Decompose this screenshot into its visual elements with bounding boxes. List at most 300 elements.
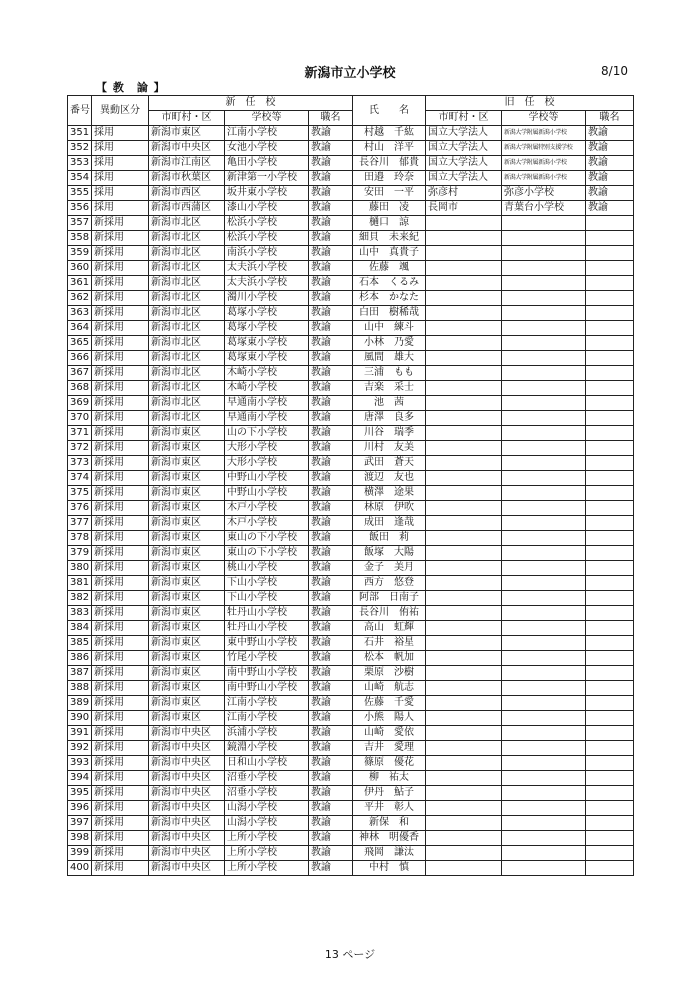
old-city: [426, 216, 502, 231]
new-city: 新潟市北区: [149, 216, 225, 231]
new-city: 新潟市東区: [149, 546, 225, 561]
new-city: 新潟市秋葉区: [149, 171, 225, 186]
old-city: [426, 336, 502, 351]
old-city: [426, 846, 502, 861]
old-city: [426, 741, 502, 756]
old-school: [502, 576, 586, 591]
old-position: 教諭: [586, 171, 634, 186]
new-school: 亀田小学校: [225, 156, 309, 171]
person-name: 田邉 玲奈: [353, 171, 426, 186]
row-number: 359: [68, 246, 92, 261]
header-old-school-group: 旧 任 校: [426, 96, 634, 111]
old-school: 新潟大学附属新潟小学校: [502, 156, 586, 171]
table-row: [68, 486, 634, 501]
new-position: 教諭: [309, 306, 353, 321]
new-city: 新潟市西蒲区: [149, 201, 225, 216]
old-school: [502, 306, 586, 321]
transfer-type: 新採用: [92, 261, 149, 276]
person-name: 飛岡 謙汰: [353, 846, 426, 861]
table-row: [68, 561, 634, 576]
old-city: [426, 576, 502, 591]
new-city: 新潟市東区: [149, 531, 225, 546]
new-position: 教諭: [309, 861, 353, 876]
new-city: 新潟市東区: [149, 426, 225, 441]
new-position: 教諭: [309, 366, 353, 381]
transfer-type: 新採用: [92, 486, 149, 501]
table-row: [68, 666, 634, 681]
old-position: [586, 276, 634, 291]
new-city: 新潟市中央区: [149, 756, 225, 771]
new-school: 早通南小学校: [225, 396, 309, 411]
new-city: 新潟市北区: [149, 246, 225, 261]
transfer-type: 新採用: [92, 561, 149, 576]
old-city: [426, 756, 502, 771]
row-number: 355: [68, 186, 92, 201]
transfer-type: 新採用: [92, 426, 149, 441]
new-school: 葛塚東小学校: [225, 336, 309, 351]
old-school: 新潟大学附属新潟小学校: [502, 126, 586, 141]
table-row: [68, 531, 634, 546]
table-row: [68, 186, 634, 201]
new-position: 教諭: [309, 651, 353, 666]
new-school: 木戸小学校: [225, 516, 309, 531]
row-number: 369: [68, 396, 92, 411]
old-position: [586, 456, 634, 471]
new-school: 南中野山小学校: [225, 681, 309, 696]
transfer-type: 新採用: [92, 726, 149, 741]
new-school: 上所小学校: [225, 861, 309, 876]
person-name: 成田 逢哉: [353, 516, 426, 531]
table-row: [68, 216, 634, 231]
new-city: 新潟市北区: [149, 291, 225, 306]
new-position: 教諭: [309, 516, 353, 531]
row-number: 391: [68, 726, 92, 741]
new-position: 教諭: [309, 411, 353, 426]
new-school: 上所小学校: [225, 831, 309, 846]
person-name: 石本 くるみ: [353, 276, 426, 291]
old-position: 教諭: [586, 126, 634, 141]
new-city: 新潟市東区: [149, 471, 225, 486]
person-name: 三浦 もも: [353, 366, 426, 381]
old-school: [502, 321, 586, 336]
old-city: [426, 591, 502, 606]
person-name: 林原 伊吹: [353, 501, 426, 516]
table-row: [68, 831, 634, 846]
transfer-type: 新採用: [92, 366, 149, 381]
old-city: [426, 261, 502, 276]
old-position: [586, 651, 634, 666]
old-city: [426, 816, 502, 831]
new-position: 教諭: [309, 336, 353, 351]
new-school: 太夫浜小学校: [225, 261, 309, 276]
new-city: 新潟市東区: [149, 591, 225, 606]
new-city: 新潟市北区: [149, 261, 225, 276]
old-position: [586, 291, 634, 306]
old-school: [502, 216, 586, 231]
person-name: 平井 彰人: [353, 801, 426, 816]
transfer-type: 採用: [92, 186, 149, 201]
old-position: [586, 816, 634, 831]
table-row: [68, 636, 634, 651]
transfer-type: 新採用: [92, 831, 149, 846]
table-row: [68, 726, 634, 741]
person-name: 村越 千紘: [353, 126, 426, 141]
new-position: 教諭: [309, 546, 353, 561]
new-position: 教諭: [309, 351, 353, 366]
new-school: 女池小学校: [225, 141, 309, 156]
transfer-type: 新採用: [92, 321, 149, 336]
old-position: [586, 726, 634, 741]
new-position: 教諭: [309, 321, 353, 336]
old-school: [502, 351, 586, 366]
old-position: [586, 531, 634, 546]
old-city: [426, 861, 502, 876]
new-school: 江南小学校: [225, 126, 309, 141]
old-city: [426, 801, 502, 816]
new-position: 教諭: [309, 636, 353, 651]
person-name: 村山 洋平: [353, 141, 426, 156]
new-city: 新潟市東区: [149, 126, 225, 141]
new-position: 教諭: [309, 171, 353, 186]
transfer-type: 新採用: [92, 756, 149, 771]
row-number: 377: [68, 516, 92, 531]
old-position: [586, 351, 634, 366]
row-number: 361: [68, 276, 92, 291]
transfer-type: 新採用: [92, 501, 149, 516]
old-school: [502, 591, 586, 606]
new-position: 教諭: [309, 621, 353, 636]
old-city: [426, 621, 502, 636]
row-number: 356: [68, 201, 92, 216]
header-new-school-group: 新 任 校: [149, 96, 353, 111]
old-school: [502, 276, 586, 291]
person-name: 山中 練斗: [353, 321, 426, 336]
header-type: 異動区分: [92, 96, 149, 126]
new-city: 新潟市中央区: [149, 771, 225, 786]
table-row: [68, 696, 634, 711]
old-city: [426, 666, 502, 681]
old-position: [586, 381, 634, 396]
person-name: 松本 帆加: [353, 651, 426, 666]
old-school: [502, 831, 586, 846]
table-row: [68, 546, 634, 561]
person-name: 山崎 航志: [353, 681, 426, 696]
new-school: 沼垂小学校: [225, 786, 309, 801]
transfer-type: 採用: [92, 201, 149, 216]
table-row: [68, 321, 634, 336]
transfer-type: 新採用: [92, 291, 149, 306]
old-school: [502, 651, 586, 666]
row-number: 370: [68, 411, 92, 426]
old-city: 弥彦村: [426, 186, 502, 201]
old-school: [502, 696, 586, 711]
new-school: 木崎小学校: [225, 381, 309, 396]
old-position: [586, 681, 634, 696]
new-position: 教諭: [309, 246, 353, 261]
transfer-type: 新採用: [92, 786, 149, 801]
new-city: 新潟市東区: [149, 456, 225, 471]
row-number: 357: [68, 216, 92, 231]
new-position: 教諭: [309, 276, 353, 291]
old-position: [586, 786, 634, 801]
page-count: 8/10: [601, 64, 628, 78]
transfer-type: 新採用: [92, 606, 149, 621]
new-school: 竹尾小学校: [225, 651, 309, 666]
new-city: 新潟市北区: [149, 336, 225, 351]
new-city: 新潟市東区: [149, 561, 225, 576]
old-position: [586, 771, 634, 786]
new-city: 新潟市中央区: [149, 741, 225, 756]
old-school: [502, 711, 586, 726]
row-number: 395: [68, 786, 92, 801]
transfer-type: 新採用: [92, 396, 149, 411]
row-number: 400: [68, 861, 92, 876]
transfer-type: 新採用: [92, 441, 149, 456]
person-name: 唐澤 良多: [353, 411, 426, 426]
new-position: 教諭: [309, 531, 353, 546]
old-city: [426, 366, 502, 381]
old-school: [502, 846, 586, 861]
old-city: [426, 636, 502, 651]
person-name: 新保 和: [353, 816, 426, 831]
old-school: [502, 861, 586, 876]
person-name: 小熊 陽人: [353, 711, 426, 726]
old-school: [502, 786, 586, 801]
new-school: 牡丹山小学校: [225, 606, 309, 621]
old-school: [502, 756, 586, 771]
new-position: 教諭: [309, 846, 353, 861]
transfer-type: 新採用: [92, 591, 149, 606]
old-position: [586, 501, 634, 516]
header-name: 氏 名: [353, 96, 426, 126]
transfer-type: 新採用: [92, 801, 149, 816]
new-school: 木崎小学校: [225, 366, 309, 381]
new-position: 教諭: [309, 261, 353, 276]
table-row: [68, 126, 634, 141]
table-row: [68, 261, 634, 276]
table-row: [68, 456, 634, 471]
page-footer: 13 ページ: [324, 948, 376, 961]
old-position: [586, 426, 634, 441]
row-number: 394: [68, 771, 92, 786]
new-position: 教諭: [309, 801, 353, 816]
person-name: 白田 樹稀哉: [353, 306, 426, 321]
person-name: 山崎 愛依: [353, 726, 426, 741]
old-school: [502, 426, 586, 441]
header-old-school: 学校等: [502, 111, 586, 126]
row-number: 398: [68, 831, 92, 846]
header-city: 市町村・区: [149, 111, 225, 126]
header-school: 学校等: [225, 111, 309, 126]
old-position: [586, 756, 634, 771]
transfer-type: 新採用: [92, 741, 149, 756]
old-school: [502, 606, 586, 621]
new-school: 牡丹山小学校: [225, 621, 309, 636]
old-position: [586, 636, 634, 651]
table-row: [68, 501, 634, 516]
table-row: [68, 291, 634, 306]
transfer-type: 新採用: [92, 816, 149, 831]
person-name: 西方 悠登: [353, 576, 426, 591]
row-number: 384: [68, 621, 92, 636]
row-number: 386: [68, 651, 92, 666]
table-row: [68, 141, 634, 156]
old-position: [586, 801, 634, 816]
old-position: [586, 261, 634, 276]
new-school: 下山小学校: [225, 576, 309, 591]
new-city: 新潟市中央区: [149, 786, 225, 801]
old-school: [502, 681, 586, 696]
new-position: 教諭: [309, 816, 353, 831]
old-school: [502, 816, 586, 831]
old-city: [426, 321, 502, 336]
old-city: [426, 456, 502, 471]
table-row: [68, 816, 634, 831]
new-school: 山の下小学校: [225, 426, 309, 441]
transfer-type: 新採用: [92, 216, 149, 231]
transfer-type: 新採用: [92, 456, 149, 471]
table-row: [68, 396, 634, 411]
table-row: [68, 171, 634, 186]
person-name: 細貝 未来紀: [353, 231, 426, 246]
new-school: 江南小学校: [225, 696, 309, 711]
new-city: 新潟市北区: [149, 366, 225, 381]
new-city: 新潟市中央区: [149, 726, 225, 741]
row-number: 396: [68, 801, 92, 816]
new-school: 南浜小学校: [225, 246, 309, 261]
row-number: 366: [68, 351, 92, 366]
row-number: 367: [68, 366, 92, 381]
person-name: 杉本 かなた: [353, 291, 426, 306]
row-number: 353: [68, 156, 92, 171]
old-school: [502, 726, 586, 741]
old-city: [426, 831, 502, 846]
new-school: 東山の下小学校: [225, 531, 309, 546]
old-position: [586, 546, 634, 561]
old-city: [426, 306, 502, 321]
old-position: [586, 486, 634, 501]
new-position: 教諭: [309, 696, 353, 711]
new-school: 松浜小学校: [225, 216, 309, 231]
table-row: [68, 441, 634, 456]
old-position: [586, 441, 634, 456]
old-city: [426, 426, 502, 441]
row-number: 352: [68, 141, 92, 156]
row-number: 381: [68, 576, 92, 591]
new-city: 新潟市東区: [149, 576, 225, 591]
transfer-type: 新採用: [92, 351, 149, 366]
table-row: [68, 276, 634, 291]
transfer-type: 新採用: [92, 666, 149, 681]
old-position: [586, 846, 634, 861]
new-city: 新潟市北区: [149, 321, 225, 336]
old-position: [586, 666, 634, 681]
old-city: [426, 561, 502, 576]
new-position: 教諭: [309, 741, 353, 756]
old-school: [502, 381, 586, 396]
new-position: 教諭: [309, 396, 353, 411]
old-position: 教諭: [586, 201, 634, 216]
new-school: 濁川小学校: [225, 291, 309, 306]
old-school: [502, 366, 586, 381]
person-name: 金子 美月: [353, 561, 426, 576]
table-row: [68, 246, 634, 261]
row-number: 351: [68, 126, 92, 141]
old-city: 国立大学法人: [426, 141, 502, 156]
old-school: [502, 561, 586, 576]
table-row: [68, 336, 634, 351]
row-number: 392: [68, 741, 92, 756]
row-number: 376: [68, 501, 92, 516]
person-name: 渡辺 友也: [353, 471, 426, 486]
table-row: [68, 861, 634, 876]
person-name: 高山 虹輝: [353, 621, 426, 636]
table-row: [68, 846, 634, 861]
old-city: [426, 711, 502, 726]
old-school: [502, 396, 586, 411]
old-position: [586, 321, 634, 336]
table-row: [68, 801, 634, 816]
row-number: 375: [68, 486, 92, 501]
person-name: 長谷川 郁貴: [353, 156, 426, 171]
old-position: [586, 621, 634, 636]
new-school: 山潟小学校: [225, 801, 309, 816]
row-number: 382: [68, 591, 92, 606]
table-row: [68, 771, 634, 786]
new-city: 新潟市東区: [149, 516, 225, 531]
old-position: [586, 366, 634, 381]
table-row: [68, 786, 634, 801]
table-row: [68, 306, 634, 321]
table-body: [68, 126, 634, 876]
new-city: 新潟市北区: [149, 276, 225, 291]
person-name: 川村 友美: [353, 441, 426, 456]
row-number: 390: [68, 711, 92, 726]
person-name: 吉井 愛理: [353, 741, 426, 756]
old-school: [502, 546, 586, 561]
transfer-type: 新採用: [92, 411, 149, 426]
person-name: 佐藤 颯: [353, 261, 426, 276]
old-position: 教諭: [586, 156, 634, 171]
table-row: [68, 756, 634, 771]
table-row: [68, 681, 634, 696]
new-position: 教諭: [309, 231, 353, 246]
person-name: 中村 慎: [353, 861, 426, 876]
new-position: 教諭: [309, 291, 353, 306]
new-city: 新潟市東区: [149, 636, 225, 651]
new-school: 早通南小学校: [225, 411, 309, 426]
new-school: 日和山小学校: [225, 756, 309, 771]
new-city: 新潟市東区: [149, 666, 225, 681]
old-position: [586, 711, 634, 726]
person-name: 栗原 沙樹: [353, 666, 426, 681]
old-position: 教諭: [586, 186, 634, 201]
person-name: 阿部 日南子: [353, 591, 426, 606]
old-school: [502, 501, 586, 516]
new-position: 教諭: [309, 441, 353, 456]
table-row: [68, 591, 634, 606]
old-school: [502, 801, 586, 816]
table-row: [68, 156, 634, 171]
old-position: [586, 306, 634, 321]
new-city: 新潟市東区: [149, 651, 225, 666]
section-label: 【 教 論 】: [96, 81, 166, 94]
old-position: [586, 516, 634, 531]
new-school: 下山小学校: [225, 591, 309, 606]
old-city: [426, 291, 502, 306]
new-city: 新潟市中央区: [149, 801, 225, 816]
old-city: [426, 606, 502, 621]
